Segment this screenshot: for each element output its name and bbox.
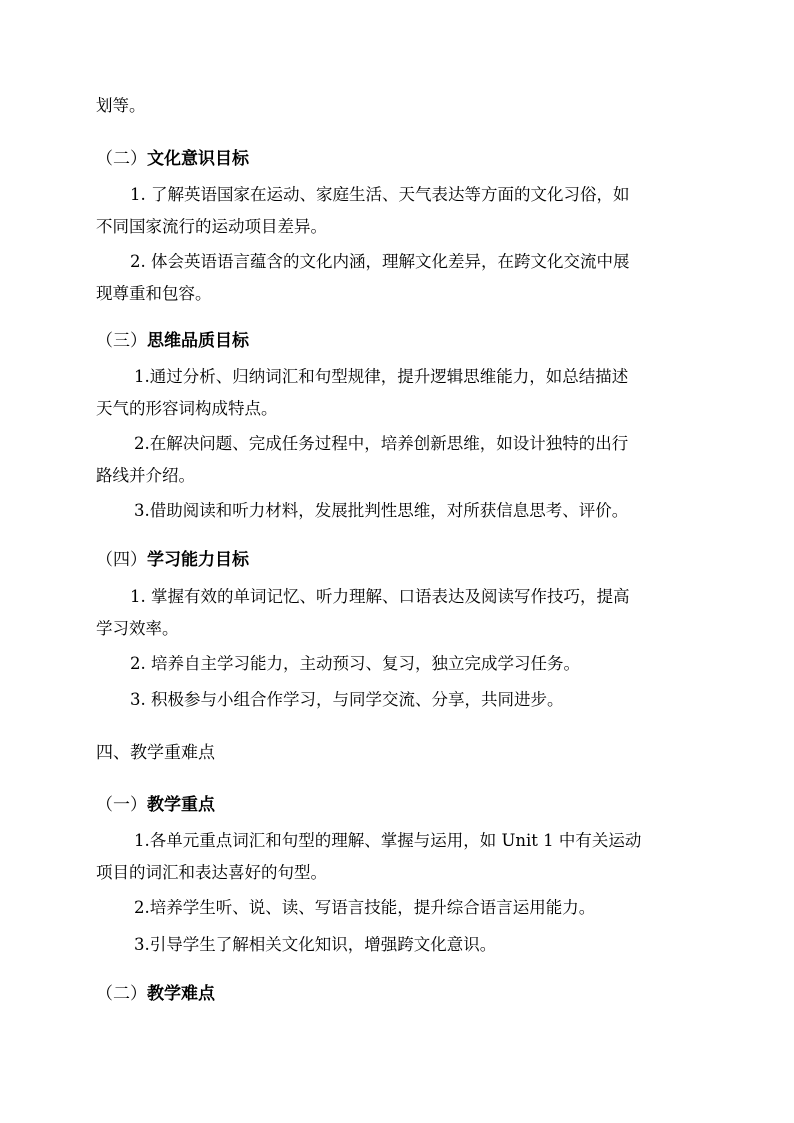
heading-number: （二） <box>96 984 147 1004</box>
part-heading: 四、教学重难点 <box>96 743 215 763</box>
text-line: 1. 了解英语国家在运动、家庭生活、天气表达等方面的文化习俗，如 <box>130 185 630 204</box>
paragraph-thinking-3 <box>96 495 700 527</box>
text-line: 1.通过分析、归纳词汇和句型规律，提升逻辑思维能力，如总结描述 <box>134 367 629 386</box>
text-line: 2. 体会英语语言蕴含的文化内涵，理解文化差异，在跨文化交流中展 <box>130 252 630 271</box>
text-line: 2. 培养自主学习能力，主动预习、复习，独立完成学习任务。 <box>130 654 580 673</box>
text-line: 路线并介绍。 <box>96 466 195 485</box>
heading-title: 学习能力目标 <box>147 550 249 570</box>
heading-title: 思维品质目标 <box>147 331 249 351</box>
text-line: 2.在解决问题、完成任务过程中，培养创新思维，如设计独特的出行 <box>134 434 629 453</box>
paragraph-culture-2 <box>96 246 700 310</box>
text-line: 项目的词汇和表达喜好的句型。 <box>96 863 327 882</box>
text-line: 天气的形容词构成特点。 <box>96 399 278 418</box>
heading-number: （一） <box>96 795 147 815</box>
heading-number: （四） <box>96 550 147 570</box>
heading-title: 教学重点 <box>147 795 215 815</box>
heading-title: 教学难点 <box>147 984 215 1004</box>
text-line: 学习效率。 <box>96 619 179 638</box>
text-line: 现尊重和包容。 <box>96 284 212 303</box>
section-heading-difficulties <box>96 978 215 1010</box>
section-heading-learning <box>96 544 249 576</box>
text-line: 3.借助阅读和听力材料，发展批判性思维，对所获信息思考、评价。 <box>134 501 629 520</box>
paragraph-learning-2 <box>96 648 700 680</box>
paragraph-learning-3 <box>96 684 700 716</box>
section-heading-key-points <box>96 789 215 821</box>
text-line: 1.各单元重点词汇和句型的理解、掌握与运用，如 Unit 1 中有关运动 <box>134 831 642 850</box>
heading-number: （二） <box>96 149 147 169</box>
paragraph-key-1 <box>96 825 700 889</box>
section-heading-thinking <box>96 325 249 357</box>
section-heading-culture <box>96 143 249 175</box>
paragraph-continuation <box>96 90 700 122</box>
heading-number: （三） <box>96 331 147 351</box>
paragraph-thinking-2 <box>96 428 700 492</box>
paragraph-culture-1 <box>96 179 700 243</box>
text-line: 1. 掌握有效的单词记忆、听力理解、口语表达及阅读写作技巧，提高 <box>130 587 630 606</box>
text-line: 3. 积极参与小组合作学习，与同学交流、分享，共同进步。 <box>130 690 564 709</box>
paragraph-learning-1 <box>96 581 700 645</box>
text-line: 2.培养学生听、说、读、写语言技能，提升综合语言运用能力。 <box>134 898 596 917</box>
paragraph-thinking-1 <box>96 361 700 425</box>
paragraph-key-2 <box>96 892 700 924</box>
heading-title: 文化意识目标 <box>147 149 249 169</box>
text-line: 划等。 <box>96 96 146 115</box>
text-line: 不同国家流行的运动项目差异。 <box>96 217 327 236</box>
paragraph-key-3 <box>96 929 700 961</box>
text-line: 3.引导学生了解相关文化知识，增强跨文化意识。 <box>134 935 497 954</box>
